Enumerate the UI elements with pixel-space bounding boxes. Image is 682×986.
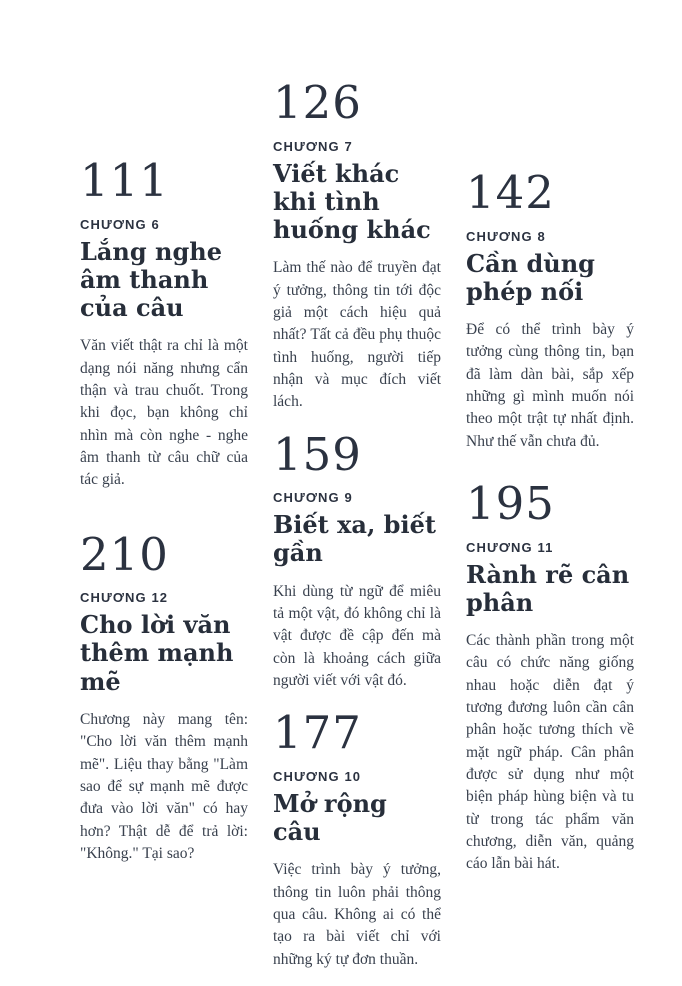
chapter-description: Việc trình bày ý tưởng, thông tin luôn phải thông qua câu. Không ai có thể tạo ra bài viết chỉ với những ký tự đơn thuần.: [273, 861, 441, 968]
chapter-entry-10: [273, 708, 441, 971]
chapter-label: CHƯƠNG 8: [466, 228, 546, 244]
chapter-label: CHƯƠNG 12: [80, 590, 169, 606]
chapter-label: CHƯƠNG 9: [273, 490, 353, 506]
page-number: 177: [273, 706, 362, 760]
chapter-entry-6: [80, 156, 248, 492]
chapter-description: Các thành phần trong một câu có chức năng giống nhau hoặc diễn đạt ý tương đương luôn cần cân phân hoặc tương thích về mặt ngữ pháp. Cân phân được sử dụng như một biện pháp hùng biện và tu từ trong tác phẩm văn chương, diễn văn, quảng cáo lẫn bài hát.: [466, 632, 634, 873]
chapter-description: Văn viết thật ra chỉ là một dạng nói năng nhưng cẩn thận và trau chuốt. Trong khi đọc, bạn không chỉ nhìn mà còn nghe - nghe âm thanh từ câu chữ của tác giả.: [80, 337, 248, 489]
chapter-entry-8: [466, 168, 634, 453]
toc-column-middle: [273, 0, 441, 971]
chapter-entry-11: [466, 479, 634, 876]
chapter-title: Cho lời văn thêm mạnh mẽ: [80, 610, 234, 696]
page-number: 126: [273, 76, 362, 129]
chapter-label: CHƯƠNG 7: [273, 138, 353, 154]
page-number: 210: [80, 527, 169, 581]
chapter-description: Chương này mang tên: "Cho lời văn thêm mạnh mẽ". Liệu thay bằng "Làm sao để sự mạnh mẽ được đưa vào lời văn" có hay hơn? Thật dễ để trả lời: "Không." Tại sao?: [80, 711, 248, 862]
chapter-label: CHƯƠNG 6: [80, 216, 160, 232]
chapter-title: Rành rẽ cân phân: [466, 559, 630, 617]
chapter-title: Cần dùng phép nối: [466, 248, 595, 306]
chapter-title: Biết xa, biết gần: [273, 510, 436, 568]
page-number: 142: [466, 166, 555, 219]
chapter-entry-9: [273, 427, 441, 693]
page-number: 195: [466, 477, 555, 530]
chapter-label: CHƯƠNG 10: [273, 768, 362, 784]
chapter-title: Viết khác khi tình huống khác: [273, 158, 431, 245]
chapter-entry-7: [273, 78, 441, 414]
chapter-description: Để có thể trình bày ý tưởng cùng thông tin, bạn đã làm dàn bài, sắp xếp những gì mình muốn nói theo một trật tự nhất định. Như thế vẫn chưa đủ.: [466, 321, 634, 450]
page-number: 159: [273, 427, 362, 481]
chapter-description: Làm thế nào để truyền đạt ý tưởng, thông tin tới độc giả một cách hiệu quả nhất? Tất cả đều phụ thuộc tình huống, người tiếp nhận và mục đích viết lách.: [273, 259, 441, 411]
chapter-entry-12: [80, 527, 248, 866]
toc-column-left: [80, 0, 248, 971]
chapter-label: CHƯƠNG 11: [466, 539, 554, 555]
chapter-title: Lắng nghe âm thanh của câu: [80, 236, 222, 323]
chapter-description: Khi dùng từ ngữ để miêu tả một vật, đó không chỉ là vật được đề cập đến mà còn là khoảng cách giữa người viết với vật đó.: [273, 582, 441, 689]
chapter-title: Mở rộng câu: [273, 788, 387, 847]
toc-column-right: [466, 0, 634, 971]
page-number: 111: [80, 154, 169, 207]
